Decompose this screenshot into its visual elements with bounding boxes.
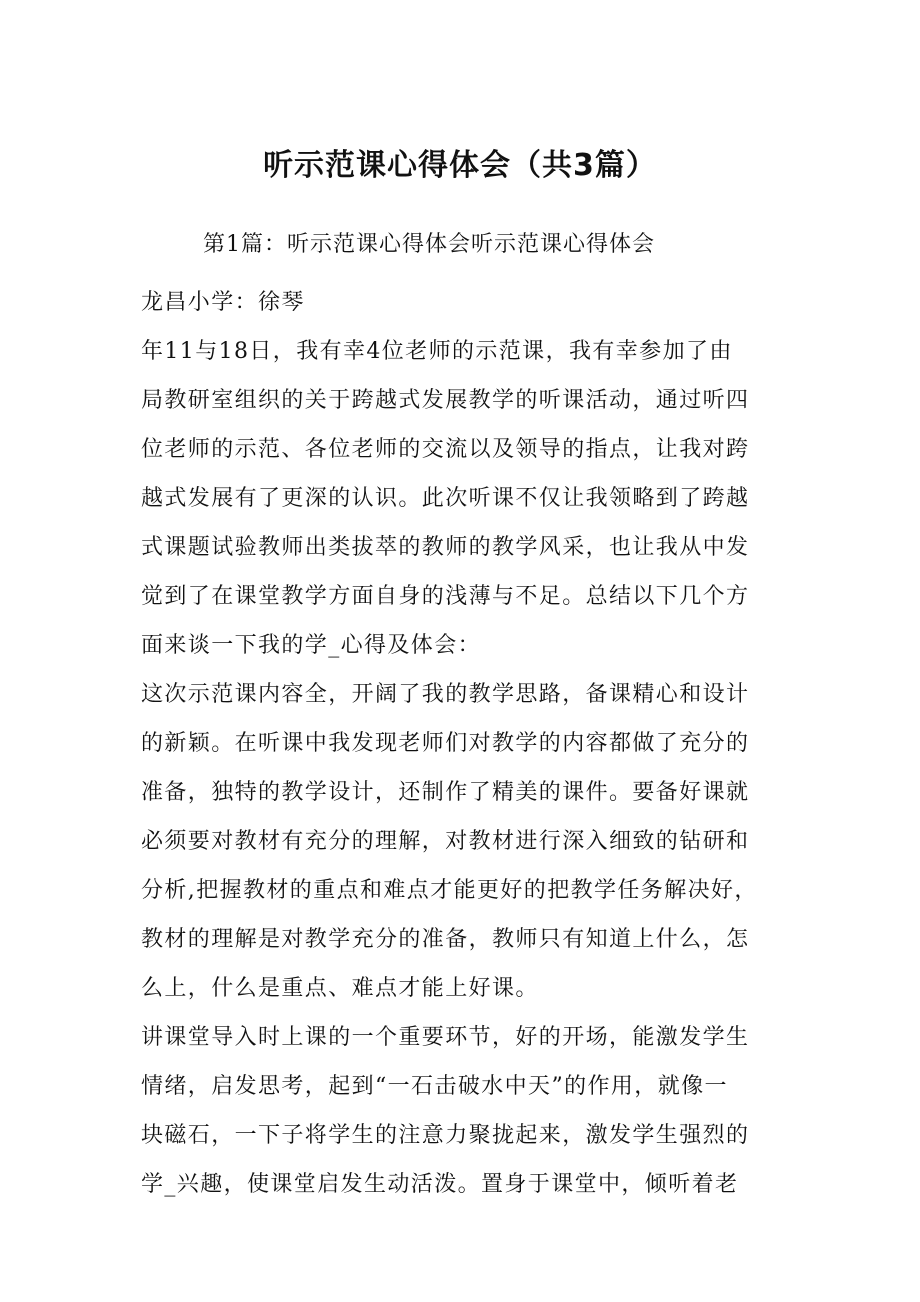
body-line: 局教研室组织的关于跨越式发展教学的听课活动，通过听四 bbox=[141, 388, 750, 413]
body-line: 学_兴趣，使课堂启发生动活泼。置身于课堂中，倾听着老 bbox=[141, 1172, 739, 1197]
body-line: 教材的理解是对教学充分的准备，教师只有知道上什么，怎 bbox=[141, 927, 750, 952]
body-line: 年11与18日，我有幸4位老师的示范课，我有幸参加了由 bbox=[141, 339, 733, 364]
body-line: 这次示范课内容全，开阔了我的教学思路，备课精心和设计 bbox=[141, 682, 750, 707]
body-line: 分析,把握教材的重点和难点才能更好的把教学任务解决好， bbox=[141, 878, 758, 903]
body-line: 觉到了在课堂教学方面自身的浅薄与不足。总结以下几个方 bbox=[141, 584, 750, 609]
body-line: 位老师的示范、各位老师的交流以及领导的指点，让我对跨 bbox=[141, 437, 750, 462]
document-subtitle: 第1篇：听示范课心得体会听示范课心得体会 bbox=[203, 232, 655, 257]
body-line: 准备，独特的教学设计，还制作了精美的课件。要备好课就 bbox=[141, 780, 750, 805]
document-body bbox=[141, 278, 781, 1209]
body-line: 式课题试验教师出类拔萃的教师的教学风采，也让我从中发 bbox=[141, 535, 750, 560]
body-line: 情绪，启发思考，起到“一石击破水中天”的作用，就像一 bbox=[141, 1074, 728, 1099]
body-line: 龙昌小学：徐琴 bbox=[141, 290, 305, 315]
body-line: 必须要对教材有充分的理解，对教材进行深入细致的钻研和 bbox=[141, 829, 750, 854]
body-line: 块磁石，一下子将学生的注意力聚拢起来，激发学生强烈的 bbox=[141, 1123, 750, 1148]
body-line: 的新颖。在听课中我发现老师们对教学的内容都做了充分的 bbox=[141, 731, 750, 756]
body-line: 面来谈一下我的学_心得及体会： bbox=[141, 633, 482, 658]
document-title: 听示范课心得体会（共3篇） bbox=[263, 148, 657, 183]
body-line: 么上，什么是重点、难点才能上好课。 bbox=[141, 976, 539, 1001]
body-line: 越式发展有了更深的认识。此次听课不仅让我领略到了跨越 bbox=[141, 486, 750, 511]
body-line: 讲课堂导入时上课的一个重要环节，好的开场，能激发学生 bbox=[141, 1025, 750, 1050]
